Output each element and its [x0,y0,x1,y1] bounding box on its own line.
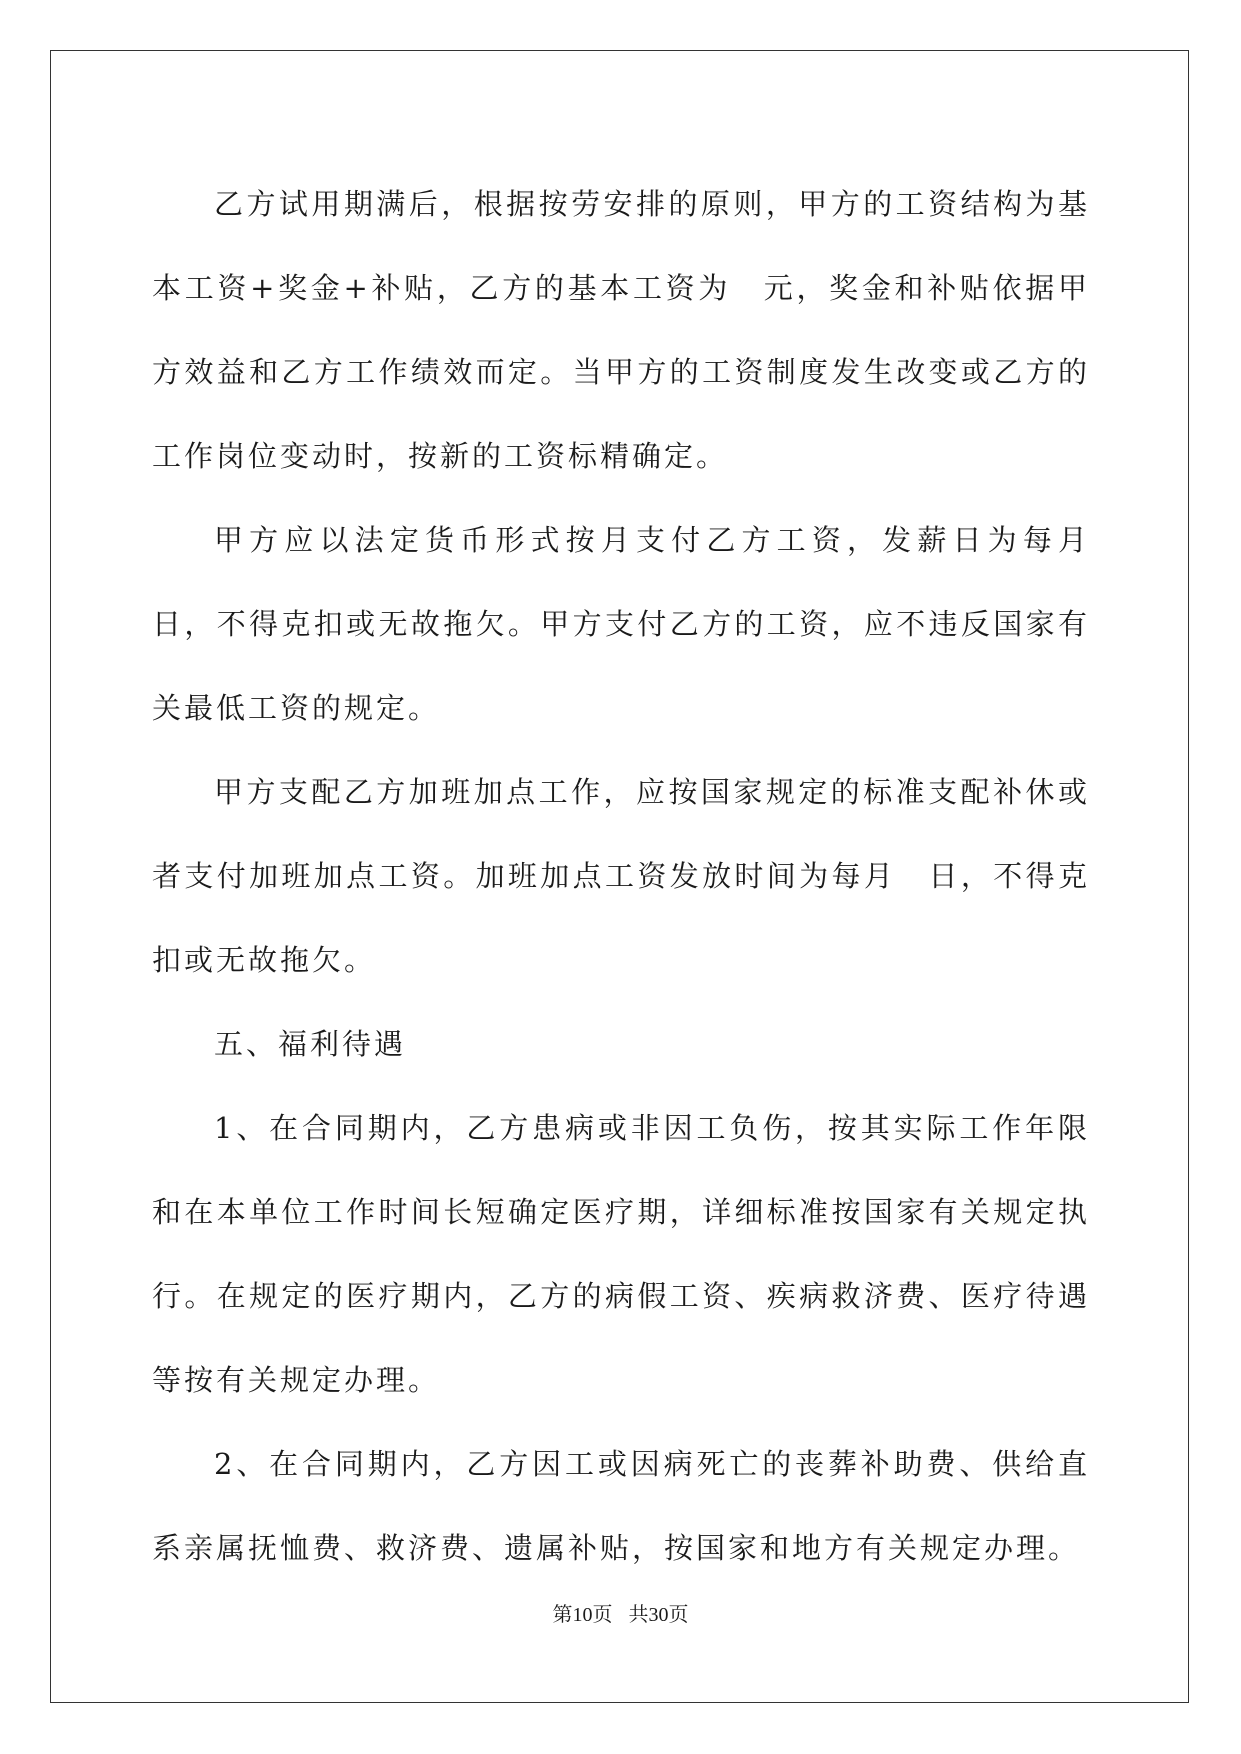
page-number: 第10页 [552,1604,613,1626]
page-total: 共30页 [628,1604,689,1626]
document-body [152,162,1123,1590]
paragraph-medical-period: 1、在合同期内，乙方患病或非因工负伤，按其实际工作年限和在本单位工作时间长短确定医疗期，详细标准按国家有关规定执行。在规定的医疗期内，乙方的病假工资、疾病救济费、医疗待遇等按有关规定办理。 [152,1111,1090,1397]
paragraph-payment-schedule: 甲方应以法定货币形式按月支付乙方工资，发薪日为每月 日，不得克扣或无故拖欠。甲方支付乙方的工资，应不违反国家有关最低工资的规定。 [152,523,1123,725]
paragraph-salary-structure: 乙方试用期满后，根据按劳安排的原则，甲方的工资结构为基本工资+奖金+补贴，乙方的基本工资为 元，奖金和补贴依据甲方效益和乙方工作绩效而定。当甲方的工资制度发生改变或乙方的工作岗位变动时，按新的工资标精确定。 [152,187,1090,473]
section-heading-welfare: 五、福利待遇 [214,1027,407,1061]
paragraph-overtime-pay: 甲方支配乙方加班加点工作，应按国家规定的标准支配补休或者支付加班加点工资。加班加点工资发放时间为每月 日，不得克扣或无故拖欠。 [152,775,1090,977]
paragraph-death-benefits: 2、在合同期内，乙方因工或因病死亡的丧葬补助费、供给直系亲属抚恤费、救济费、遗属补贴，按国家和地方有关规定办理。 [152,1447,1090,1565]
page-footer [0,1603,1241,1627]
